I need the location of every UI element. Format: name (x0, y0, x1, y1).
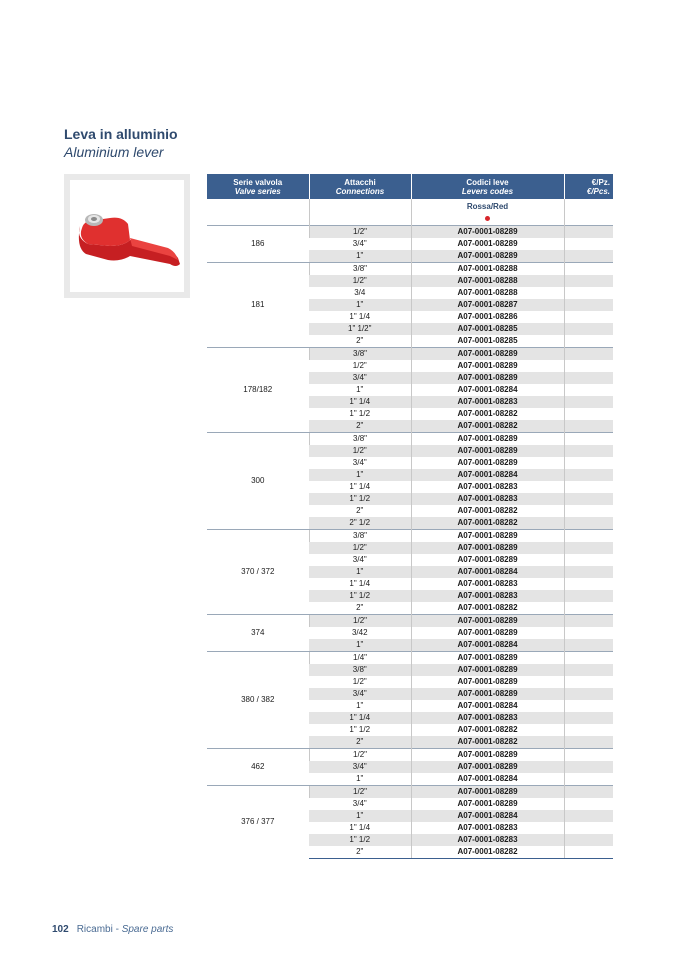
price-cell (564, 554, 613, 566)
price-cell (564, 712, 613, 724)
price-cell (564, 773, 613, 786)
lever-codes-table (207, 174, 613, 859)
price-cell (564, 408, 613, 420)
connection-cell: 2" (356, 603, 364, 612)
lever-code-cell: A07-0001-08282 (411, 517, 564, 530)
price-cell (564, 372, 613, 384)
connection-cell: 2" (356, 506, 364, 515)
lever-code-cell: A07-0001-08284 (411, 773, 564, 786)
connection-cell: 1" (309, 299, 411, 311)
col-header-price: €/Pz. €/Pcs. (564, 174, 613, 199)
lever-code-cell: A07-0001-08282 (411, 602, 564, 615)
price-cell (564, 348, 613, 361)
lever-code-cell: A07-0001-08282 (411, 724, 564, 736)
product-photo (70, 180, 184, 292)
price-cell (564, 360, 613, 372)
connection-cell: 1" 1/4 (349, 312, 371, 321)
table-row (207, 749, 613, 762)
lever-code-cell: A07-0001-08289 (411, 615, 564, 628)
section-label-en: Spare parts (121, 924, 174, 935)
lever-code-cell: A07-0001-08283 (411, 481, 564, 493)
color-label-cell (411, 199, 564, 226)
lever-code-cell: A07-0001-08289 (411, 372, 564, 384)
table-row (207, 786, 613, 799)
price-cell (564, 226, 613, 239)
price-cell (564, 652, 613, 665)
lever-code-cell: A07-0001-08289 (411, 542, 564, 554)
price-cell (564, 469, 613, 481)
price-cell (564, 542, 613, 554)
connection-cell: 1/2" (352, 677, 367, 686)
connection-cell: 1/2" (352, 361, 367, 370)
price-cell (564, 761, 613, 773)
lever-code-cell: A07-0001-08282 (411, 408, 564, 420)
connection-cell: 2" 1/2 (309, 517, 411, 530)
table-row (207, 615, 613, 628)
connection-cell: 1/2" (309, 615, 411, 628)
price-cell (564, 420, 613, 433)
connection-cell: 1/2" (309, 445, 411, 457)
lever-code-cell: A07-0001-08285 (411, 335, 564, 348)
col-header-connections: Attacchi Connections (309, 174, 411, 199)
connection-cell: 1/2" (309, 226, 411, 239)
table-row (207, 263, 613, 276)
connection-cell: 3/4 (354, 288, 366, 297)
price-cell (564, 798, 613, 810)
lever-code-cell: A07-0001-08289 (411, 798, 564, 810)
page-subtitle: Aluminium lever (64, 144, 164, 160)
lever-code-cell: A07-0001-08289 (411, 627, 564, 639)
connection-cell: 3/8" (309, 263, 411, 276)
lever-code-cell: A07-0001-08282 (411, 505, 564, 517)
connection-cell: 3/8" (309, 348, 411, 361)
lever-code-cell: A07-0001-08283 (411, 712, 564, 724)
series-cell: 376 / 377 (207, 786, 309, 859)
connection-cell: 3/4" (309, 688, 411, 700)
price-cell (564, 846, 613, 859)
connection-cell: 1" 1/4 (309, 396, 411, 408)
price-cell (564, 615, 613, 628)
color-row (207, 199, 613, 226)
lever-code-cell: A07-0001-08289 (411, 238, 564, 250)
lever-code-cell: A07-0001-08283 (411, 590, 564, 602)
connection-cell: 1" (309, 639, 411, 652)
price-cell (564, 335, 613, 348)
connection-cell: 1" 1/4 (309, 712, 411, 724)
col-header-codes: Codici leve Levers codes (411, 174, 564, 199)
price-cell (564, 238, 613, 250)
connection-cell: 3/4" (352, 239, 367, 248)
price-cell (564, 810, 613, 822)
table-row (207, 530, 613, 543)
lever-code-cell: A07-0001-08283 (411, 822, 564, 834)
lever-code-cell: A07-0001-08289 (411, 664, 564, 676)
price-cell (564, 676, 613, 688)
lever-code-cell: A07-0001-08284 (411, 700, 564, 712)
series-cell: 181 (207, 263, 309, 348)
series-cell: 178/182 (207, 348, 309, 433)
price-cell (564, 457, 613, 469)
lever-code-cell: A07-0001-08282 (411, 846, 564, 859)
page-title: Leva in alluminio (64, 126, 178, 142)
lever-code-cell: A07-0001-08284 (411, 810, 564, 822)
price-cell (564, 311, 613, 323)
lever-code-cell: A07-0001-08286 (411, 311, 564, 323)
lever-code-cell: A07-0001-08283 (411, 396, 564, 408)
section-label: Ricambi - (76, 924, 122, 935)
price-cell (564, 299, 613, 311)
lever-code-cell: A07-0001-08289 (411, 688, 564, 700)
connection-cell: 1" 1/2" (309, 323, 411, 335)
price-cell (564, 530, 613, 543)
lever-code-cell: A07-0001-08284 (411, 469, 564, 481)
price-cell (564, 749, 613, 762)
lever-code-cell: A07-0001-08283 (411, 834, 564, 846)
price-cell (564, 445, 613, 457)
lever-code-cell: A07-0001-08289 (411, 786, 564, 799)
price-cell (564, 384, 613, 396)
connection-cell: 3/42 (351, 628, 368, 637)
lever-code-cell: A07-0001-08289 (411, 554, 564, 566)
connection-cell: 1" (309, 566, 411, 578)
connection-cell: 1" 1/4 (349, 823, 371, 832)
price-cell (564, 736, 613, 749)
red-lever-photo-icon (70, 180, 184, 292)
lever-code-cell: A07-0001-08289 (411, 226, 564, 239)
lever-code-cell: A07-0001-08283 (411, 578, 564, 590)
connection-cell: 3/4" (309, 372, 411, 384)
lever-code-cell: A07-0001-08282 (411, 736, 564, 749)
connection-cell: 1/2" (309, 275, 411, 287)
price-cell (564, 250, 613, 263)
connection-cell: 1" (309, 810, 411, 822)
lever-code-cell: A07-0001-08289 (411, 445, 564, 457)
connection-cell: 1" 1/2 (309, 493, 411, 505)
price-cell (564, 505, 613, 517)
lever-code-cell: A07-0001-08284 (411, 384, 564, 396)
price-cell (564, 786, 613, 799)
page-footer (52, 924, 173, 935)
price-cell (564, 578, 613, 590)
price-cell (564, 822, 613, 834)
connection-cell: 1/4" (309, 652, 411, 665)
price-cell (564, 688, 613, 700)
connection-cell: 3/4" (352, 458, 367, 467)
lever-code-cell: A07-0001-08289 (411, 761, 564, 773)
connection-cell: 3/4" (352, 799, 367, 808)
lever-code-cell: A07-0001-08284 (411, 639, 564, 652)
price-cell (564, 700, 613, 712)
price-cell (564, 493, 613, 505)
connection-cell: 1" (356, 774, 364, 783)
lever-code-cell: A07-0001-08289 (411, 433, 564, 446)
series-cell: 462 (207, 749, 309, 786)
connection-cell: 1" (309, 469, 411, 481)
red-dot-icon (485, 216, 490, 221)
series-cell: 374 (207, 615, 309, 652)
connection-cell: 2" (356, 336, 364, 345)
product-photo-frame (64, 174, 190, 298)
lever-code-cell: A07-0001-08285 (411, 323, 564, 335)
lever-code-cell: A07-0001-08289 (411, 457, 564, 469)
price-cell (564, 481, 613, 493)
connection-cell: 1" 1/4 (349, 579, 371, 588)
lever-code-cell: A07-0001-08289 (411, 250, 564, 263)
connection-cell: 2" (309, 420, 411, 433)
price-cell (564, 275, 613, 287)
price-cell (564, 639, 613, 652)
lever-code-cell: A07-0001-08289 (411, 530, 564, 543)
lever-code-cell: A07-0001-08283 (411, 493, 564, 505)
lever-code-cell: A07-0001-08288 (411, 287, 564, 299)
lever-code-cell: A07-0001-08288 (411, 275, 564, 287)
table-row (207, 226, 613, 239)
connection-cell: 1/2" (309, 749, 411, 762)
connection-cell: 3/8" (309, 530, 411, 543)
price-cell (564, 724, 613, 736)
connection-cell: 1" 1/2 (349, 409, 371, 418)
lever-code-cell: A07-0001-08289 (411, 749, 564, 762)
connection-cell: 1" 1/2 (349, 725, 371, 734)
connection-cell: 3/8" (309, 664, 411, 676)
table-row (207, 652, 613, 665)
price-cell (564, 323, 613, 335)
price-cell (564, 566, 613, 578)
price-cell (564, 433, 613, 446)
page-number: 102 (52, 924, 69, 935)
connection-cell: 3/4" (352, 555, 367, 564)
price-cell (564, 517, 613, 530)
price-cell (564, 602, 613, 615)
color-label: Rossa/Red (466, 202, 509, 211)
connection-cell: 1/2" (309, 786, 411, 799)
lever-code-cell: A07-0001-08288 (411, 263, 564, 276)
connection-cell: 1" (356, 385, 364, 394)
price-cell (564, 627, 613, 639)
price-cell (564, 287, 613, 299)
connection-cell: 1" 1/2 (309, 590, 411, 602)
table-row (207, 433, 613, 446)
series-cell: 186 (207, 226, 309, 263)
connection-cell: 2" (309, 846, 411, 859)
series-cell: 370 / 372 (207, 530, 309, 615)
price-cell (564, 590, 613, 602)
price-cell (564, 664, 613, 676)
lever-code-cell: A07-0001-08289 (411, 360, 564, 372)
lever-code-cell: A07-0001-08284 (411, 566, 564, 578)
series-cell: 380 / 382 (207, 652, 309, 749)
connection-cell: 3/8" (309, 433, 411, 446)
col-header-series: Serie valvola Valve series (207, 174, 309, 199)
connection-cell: 1" (309, 250, 411, 263)
lever-code-cell: A07-0001-08289 (411, 348, 564, 361)
connection-cell: 1/2" (309, 542, 411, 554)
connection-cell: 2" (309, 736, 411, 749)
price-cell (564, 396, 613, 408)
lever-code-cell: A07-0001-08287 (411, 299, 564, 311)
connection-cell: 1" 1/4 (349, 482, 371, 491)
lever-code-cell: A07-0001-08282 (411, 420, 564, 433)
lever-code-cell: A07-0001-08289 (411, 652, 564, 665)
price-cell (564, 263, 613, 276)
connection-cell: 1" 1/2 (309, 834, 411, 846)
connection-cell: 1" (356, 701, 364, 710)
connection-cell: 3/4" (309, 761, 411, 773)
lever-code-cell: A07-0001-08289 (411, 676, 564, 688)
table-row (207, 348, 613, 361)
price-cell (564, 834, 613, 846)
series-cell: 300 (207, 433, 309, 530)
table-header-row (207, 174, 613, 199)
